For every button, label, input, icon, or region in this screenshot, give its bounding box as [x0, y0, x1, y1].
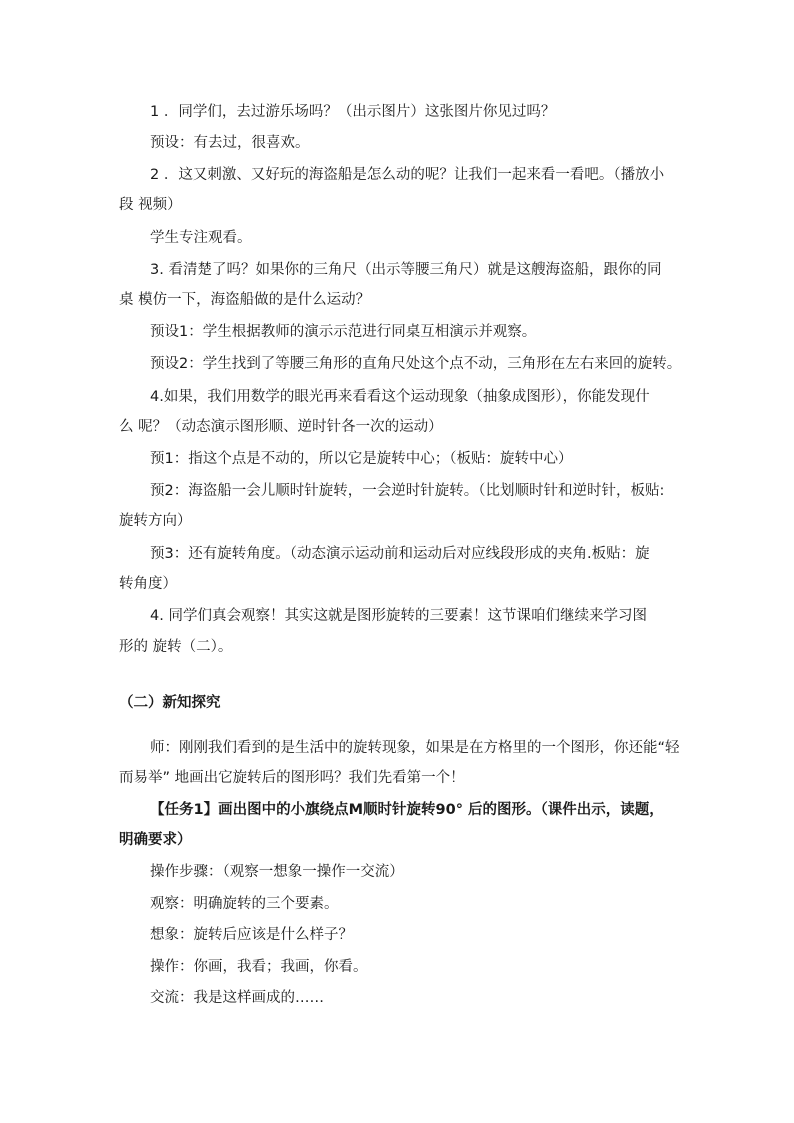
paragraph-line: 旋转方向） — [119, 513, 192, 529]
paragraph-line: 师：刚刚我们看到的是生活中的旋转现象，如果是在方格里的一个图形，你还能“轻 — [150, 740, 680, 756]
paragraph-line: 预3：还有旋转角度。（动态演示运动前和运动后对应线段形成的夹角.板贴：旋 — [150, 546, 650, 562]
paragraph-line: 观察：明确旋转的三个要素。 — [150, 896, 339, 912]
paragraph-line: 学生专注观看。 — [150, 230, 252, 246]
paragraph-line: 预1：指这个点是不动的，所以它是旋转中心；（板贴：旋转中心） — [150, 451, 573, 467]
paragraph-line: 4. 同学们真会观察！其实这就是图形旋转的三要素！这节课咱们继续来学习图 — [150, 608, 647, 624]
paragraph-line: 预2：海盗船一会儿顺时针旋转，一会逆时针旋转。（比划顺时针和逆时针，板贴: — [150, 483, 665, 499]
paragraph-line: 操作步骤：（观察一想象一操作一交流） — [150, 864, 404, 880]
paragraph-line: 而易举” 地画出它旋转后的图形吗？我们先看第一个！ — [119, 770, 465, 786]
paragraph-line: 2 ．这又刺激、又好玩的海盗船是怎么动的呢？让我们一起来看一看吧。（播放小 — [150, 167, 665, 183]
section-heading: （二）新知探究 — [119, 695, 221, 711]
paragraph-line: 转角度） — [119, 576, 177, 592]
paragraph-line: 3. 看清楚了吗？如果你的三角尺（出示等腰三角尺）就是这艘海盗船，跟你的同 — [150, 262, 662, 278]
paragraph-line: 段 视频） — [119, 197, 182, 213]
paragraph-line: 想象：旋转后应该是什么样子？ — [150, 927, 353, 943]
paragraph-line: 操作：你画，我看；我画，你看。 — [150, 959, 368, 975]
task-line: 明确要求） — [119, 832, 192, 848]
paragraph-line: 4.如果，我们用数学的眼光再来看看这个运动现象（抽象成图形），你能发现什 — [150, 389, 650, 405]
paragraph-line: 预设1：学生根据教师的演示示范进行同桌互相演示并观察。 — [150, 324, 537, 340]
paragraph-line: 1 ．同学们，去过游乐场吗？（出示图片）这张图片你见过吗？ — [150, 104, 556, 120]
paragraph-line: 交流：我是这样画成的…… — [150, 990, 324, 1006]
paragraph-line: 么 呢？（动态演示图形顺、逆时针各一次的运动） — [119, 419, 443, 435]
paragraph-line: 预设：有去过，很喜欢。 — [150, 135, 310, 151]
paragraph-line: 预设2：学生找到了等腰三角形的直角尺处这个点不动，三角形在左右来回的旋转。 — [150, 356, 682, 372]
paragraph-line: 桌 模仿一下，海盗船做的是什么运动？ — [119, 292, 371, 308]
paragraph-line: 形的 旋转（二）。 — [119, 639, 233, 655]
task-line: 【任务1】画出图中的小旗绕点M顺时针旋转90° 后的图形。（课件出示，读题， — [150, 802, 664, 818]
